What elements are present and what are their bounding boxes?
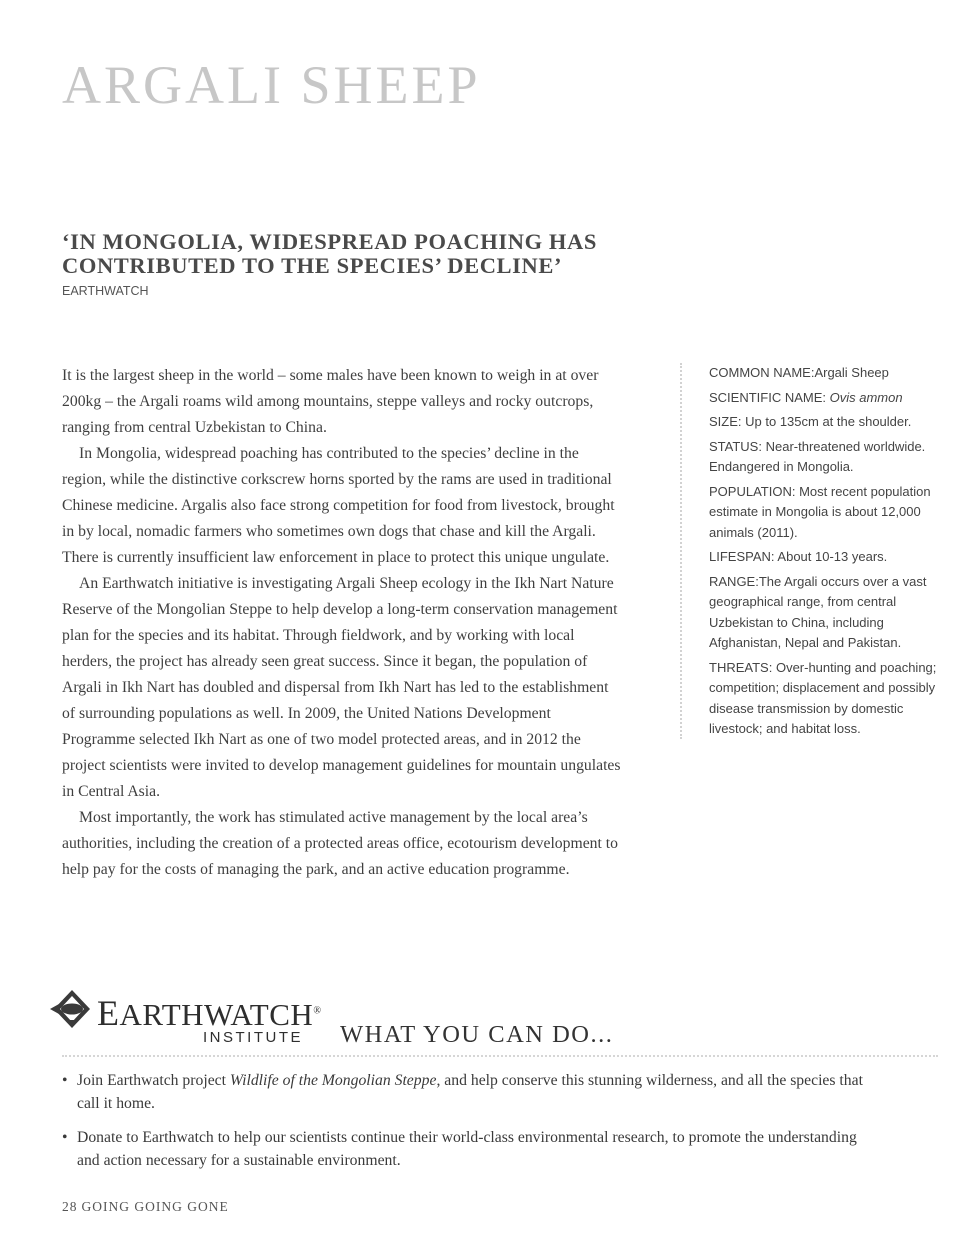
- fact-value: Argali Sheep: [814, 365, 889, 380]
- species-fact-box: [680, 363, 942, 739]
- fact-label: COMMON NAME:: [709, 365, 815, 380]
- action-text: , and help conserve this stunning wilderness, and all the species that call it home.: [77, 1072, 863, 1112]
- fact-value: Ovis ammon: [829, 389, 903, 405]
- body-paragraph: An Earthwatch initiative is investigating Argali Sheep ecology in the Ikh Nart Nature Reserve of the Mongolian Steppe to help develop a long-term conservation management plan for the species and its habitat. Through fieldwork, and by working with local herders, the project has already seen great success. Since it began, the population of Argali in Ikh Nart has doubled and dispersal from Ikh Nart has led to the establishment of surrounding populations as well. In 2009, the United Nations Development Programme selected Ikh Nart as one of two model protected areas, and in 2012 the project scientists were invited to develop management guidelines for mountain ungulates in Central Asia.: [62, 575, 621, 800]
- logo-initial: E: [97, 993, 120, 1033]
- fact-value: Near-threatened worldwide. Endangered in Mongolia.: [709, 438, 926, 474]
- fact-value: Most recent population estimate in Mongolia is about 12,000 animals (2011).: [709, 483, 931, 540]
- fact-range: [709, 572, 942, 654]
- dotted-divider: [62, 1055, 938, 1057]
- fact-status: [709, 437, 942, 478]
- registered-mark: ®: [313, 1005, 322, 1017]
- logo-subtitle: INSTITUTE: [203, 1029, 303, 1046]
- what-you-can-do-heading: WHAT YOU CAN DO...: [340, 1021, 614, 1048]
- fact-value: The Argali occurs over a vast geographical range, from central Uzbekistan to China, including Afghanistan, Nepal and Pakistan.: [709, 573, 927, 650]
- fact-threats: [709, 658, 942, 740]
- pull-quote: ‘IN MONGOLIA, WIDESPREAD POACHING HAS CONTRIBUTED TO THE SPECIES’ DECLINE’: [62, 229, 597, 278]
- fact-label: SCIENTIFIC NAME:: [709, 389, 827, 405]
- page-title: ARGALI SHEEP: [62, 55, 481, 115]
- fact-lifespan: [709, 547, 942, 568]
- fact-population: [709, 482, 942, 544]
- fact-scientific-name: [709, 388, 942, 409]
- fact-label: THREATS:: [709, 659, 773, 675]
- action-list: [62, 1069, 882, 1183]
- action-item: [62, 1126, 882, 1172]
- fact-label: POPULATION:: [709, 483, 796, 499]
- action-item: [62, 1069, 882, 1115]
- body-paragraph: Most importantly, the work has stimulated active management by the local area’s authorities, including the creation of a protected areas office, ecotourism development to help pay for the costs of managing the park, and an active education programme.: [62, 809, 618, 878]
- earthwatch-diamond-icon: [50, 989, 94, 1029]
- publication-title: GOING GOING GONE: [81, 1199, 229, 1214]
- body-paragraph: In Mongolia, widespread poaching has contributed to the species’ decline in the region, while the distinctive corkscrew horns sported by the rams are used in traditional Chinese medicine. Argalis also face strong competition for food from livestock, brought in by local, nomadic farmers who sometimes own dogs that chase and kill the Argali. There is currently insufficient law enforcement in place to protect this unique ungulate.: [62, 445, 615, 566]
- body-paragraph: It is the largest sheep in the world – some males have been known to weigh in at over 200kg – the Argali roams wild among mountains, steppe valleys and rocky outcrops, ranging from central Uzbekistan to China.: [62, 367, 599, 436]
- fact-size: [709, 412, 942, 433]
- fact-common-name: [709, 363, 942, 384]
- page-footer: [62, 1199, 229, 1215]
- article-body: [62, 363, 622, 883]
- earthwatch-logo: [50, 985, 340, 1045]
- fact-label: LIFESPAN:: [709, 549, 775, 564]
- logo-wordmark: [97, 992, 321, 1034]
- action-text: Donate to Earthwatch to help our scientists continue their world-class environmental research, to promote the understanding and action necessary for a sustainable environment.: [77, 1129, 857, 1169]
- fact-value: Up to 135cm at the shoulder.: [745, 414, 912, 429]
- fact-value: Over-hunting and poaching; competition; displacement and possibly disease transmission by domestic livestock; and habitat loss.: [709, 659, 937, 736]
- fact-label: SIZE:: [709, 414, 742, 429]
- page-number: 28: [62, 1199, 78, 1214]
- action-text: Join Earthwatch project: [77, 1072, 230, 1089]
- logo-name: ARTHWATCH: [119, 997, 314, 1032]
- fact-label: STATUS:: [709, 438, 762, 454]
- quote-source: EARTHWATCH: [62, 284, 149, 298]
- project-name: Wildlife of the Mongolian Steppe: [229, 1072, 437, 1089]
- fact-value: About 10-13 years.: [777, 549, 888, 564]
- fact-label: RANGE:: [709, 573, 759, 589]
